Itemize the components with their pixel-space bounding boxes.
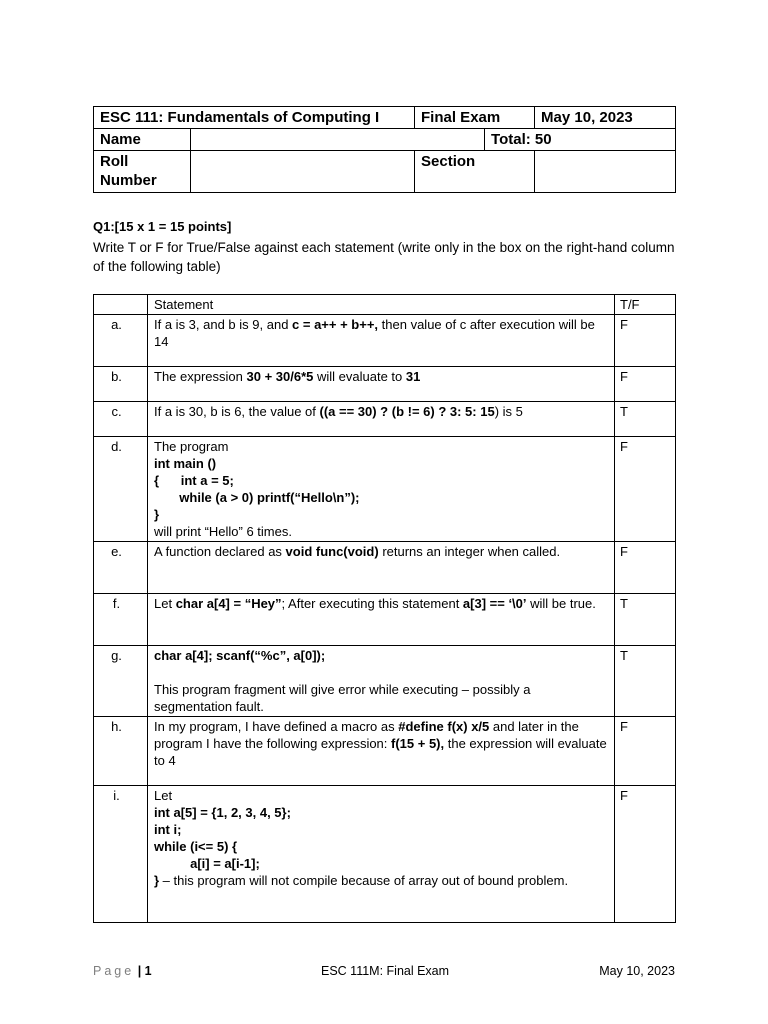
row-label: e. [94, 542, 148, 594]
row-label: b. [94, 367, 148, 402]
statement-cell: char a[4]; scanf(“%c”, a[0]); This program fragment will give error while executing – possibly a segmentation fault. [148, 646, 615, 717]
exam-type: Final Exam [415, 107, 535, 129]
true-false-table [93, 294, 676, 923]
statement-header: Statement [148, 295, 615, 315]
table-row [94, 367, 676, 402]
exam-header-table [93, 106, 676, 193]
footer-date: May 10, 2023 [599, 964, 675, 978]
name-field[interactable] [191, 129, 485, 151]
question-title: Q1:[15 x 1 = 15 points] [93, 219, 232, 234]
section-field[interactable] [535, 151, 676, 193]
answer-cell[interactable]: F [615, 786, 676, 923]
roll-number-field[interactable] [191, 151, 415, 193]
statement-cell: If a is 30, b is 6, the value of ((a == 30) ? (b != 6) ? 3: 5: 15) is 5 [148, 402, 615, 437]
statement-cell: If a is 3, and b is 9, and c = a++ + b++, then value of c after execution will be 14 [148, 315, 615, 367]
statement-cell: The expression 30 + 30/6*5 will evaluate to 31 [148, 367, 615, 402]
page-footer [93, 964, 675, 982]
course-title: ESC 111: Fundamentals of Computing I [94, 107, 415, 129]
code-block: int main () { int a = 5; while (a > 0) printf(“Hello\n”); } [154, 456, 360, 522]
answer-cell[interactable]: F [615, 315, 676, 367]
table-row [94, 542, 676, 594]
row-label: c. [94, 402, 148, 437]
table-row [94, 646, 676, 717]
row-label: h. [94, 717, 148, 786]
name-label: Name [94, 129, 191, 151]
row-label: i. [94, 786, 148, 923]
question-instruction: Write T or F for True/False against each statement (write only in the box on the right-hand column of the following table) [93, 240, 675, 274]
code-block: int a[5] = {1, 2, 3, 4, 5}; int i; while (i<= 5) { a[i] = a[i-1]; [154, 805, 291, 871]
tf-header: T/F [615, 295, 676, 315]
answer-cell[interactable]: F [615, 717, 676, 786]
roll-number-label: Roll Number [94, 151, 191, 193]
row-label: f. [94, 594, 148, 646]
table-row [94, 437, 676, 542]
statement-cell: Let int a[5] = {1, 2, 3, 4, 5}; int i; while (i<= 5) { a[i] = a[i-1]; } – this program will not compile because of array out of bound problem. [148, 786, 615, 923]
answer-cell[interactable]: T [615, 646, 676, 717]
total-marks: Total: 50 [485, 129, 676, 151]
table-row [94, 717, 676, 786]
row-label: d. [94, 437, 148, 542]
statement-cell: The program int main () { int a = 5; while (a > 0) printf(“Hello\n”); } will print “Hello” 6 times. [148, 437, 615, 542]
row-label: g. [94, 646, 148, 717]
statement-cell: Let char a[4] = “Hey”; After executing this statement a[3] == ‘\0’ will be true. [148, 594, 615, 646]
table-row [94, 594, 676, 646]
answer-cell[interactable]: T [615, 402, 676, 437]
table-row [94, 402, 676, 437]
table-row [94, 315, 676, 367]
page-number: Page | 1 [93, 964, 152, 978]
exam-date: May 10, 2023 [535, 107, 676, 129]
table-row [94, 786, 676, 923]
statement-cell: A function declared as void func(void) returns an integer when called. [148, 542, 615, 594]
answer-cell[interactable]: F [615, 542, 676, 594]
statement-cell: In my program, I have defined a macro as #define f(x) x/5 and later in the program I have the following expression: f(15 + 5), the expression will evaluate to 4 [148, 717, 615, 786]
row-label: a. [94, 315, 148, 367]
section-label: Section [415, 151, 535, 193]
answer-cell[interactable]: F [615, 367, 676, 402]
answer-cell[interactable]: F [615, 437, 676, 542]
table-header-row [94, 295, 676, 315]
answer-cell[interactable]: T [615, 594, 676, 646]
footer-exam-name: ESC 111M: Final Exam [321, 964, 450, 978]
